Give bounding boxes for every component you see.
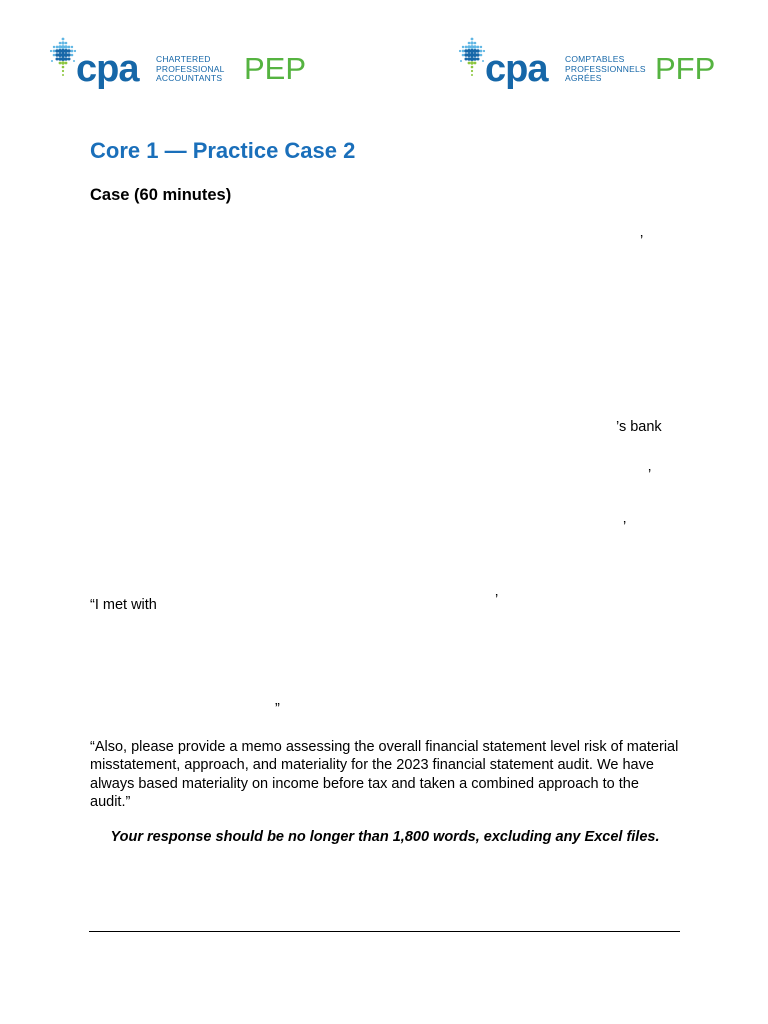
case-duration-heading: Case (60 minutes) <box>90 186 232 204</box>
program-label-pep: PEP <box>244 51 307 86</box>
cpa-pep-logo <box>46 36 326 92</box>
maple-leaf-icon <box>455 36 489 78</box>
program-label-pfp: PFP <box>655 51 716 86</box>
tagline-line: AGRÉES <box>565 73 602 83</box>
cpa-tagline <box>156 55 225 84</box>
text-fragment: ’ <box>623 519 627 535</box>
text-fragment: ’s bank <box>616 419 662 435</box>
memo-request-paragraph: “Also, please provide a memo assessing the overall financial statement level risk of material misstatement, approach, and materiality for the 2023 financial statement audit. We have always based materiality on income before tax and taken a combined approach to the audit.” <box>90 739 679 811</box>
cpa-wordmark: cpa <box>485 48 548 90</box>
text-fragment: “I met with <box>90 597 157 613</box>
footer-divider <box>89 931 680 932</box>
tagline-line: CHARTERED <box>156 54 211 64</box>
text-fragment: ’ <box>495 592 499 608</box>
cpa-pfp-logo <box>455 36 735 92</box>
tagline-line: PROFESSIONAL <box>156 63 225 74</box>
word-limit-note: Your response should be no longer than 1,800 words, excluding any Excel files. <box>110 829 660 845</box>
page-title: Core 1 — Practice Case 2 <box>90 138 356 163</box>
text-fragment: ’ <box>648 467 652 483</box>
maple-leaf-icon <box>46 36 80 78</box>
text-fragment: ” <box>275 701 280 717</box>
text-fragment: ’ <box>640 233 644 249</box>
tagline-line: COMPTABLES <box>565 54 625 64</box>
tagline-line: PROFESSIONNELS <box>565 63 646 74</box>
tagline-line: ACCOUNTANTS <box>156 73 223 83</box>
cpa-wordmark: cpa <box>76 48 139 90</box>
cpa-tagline <box>565 55 646 84</box>
